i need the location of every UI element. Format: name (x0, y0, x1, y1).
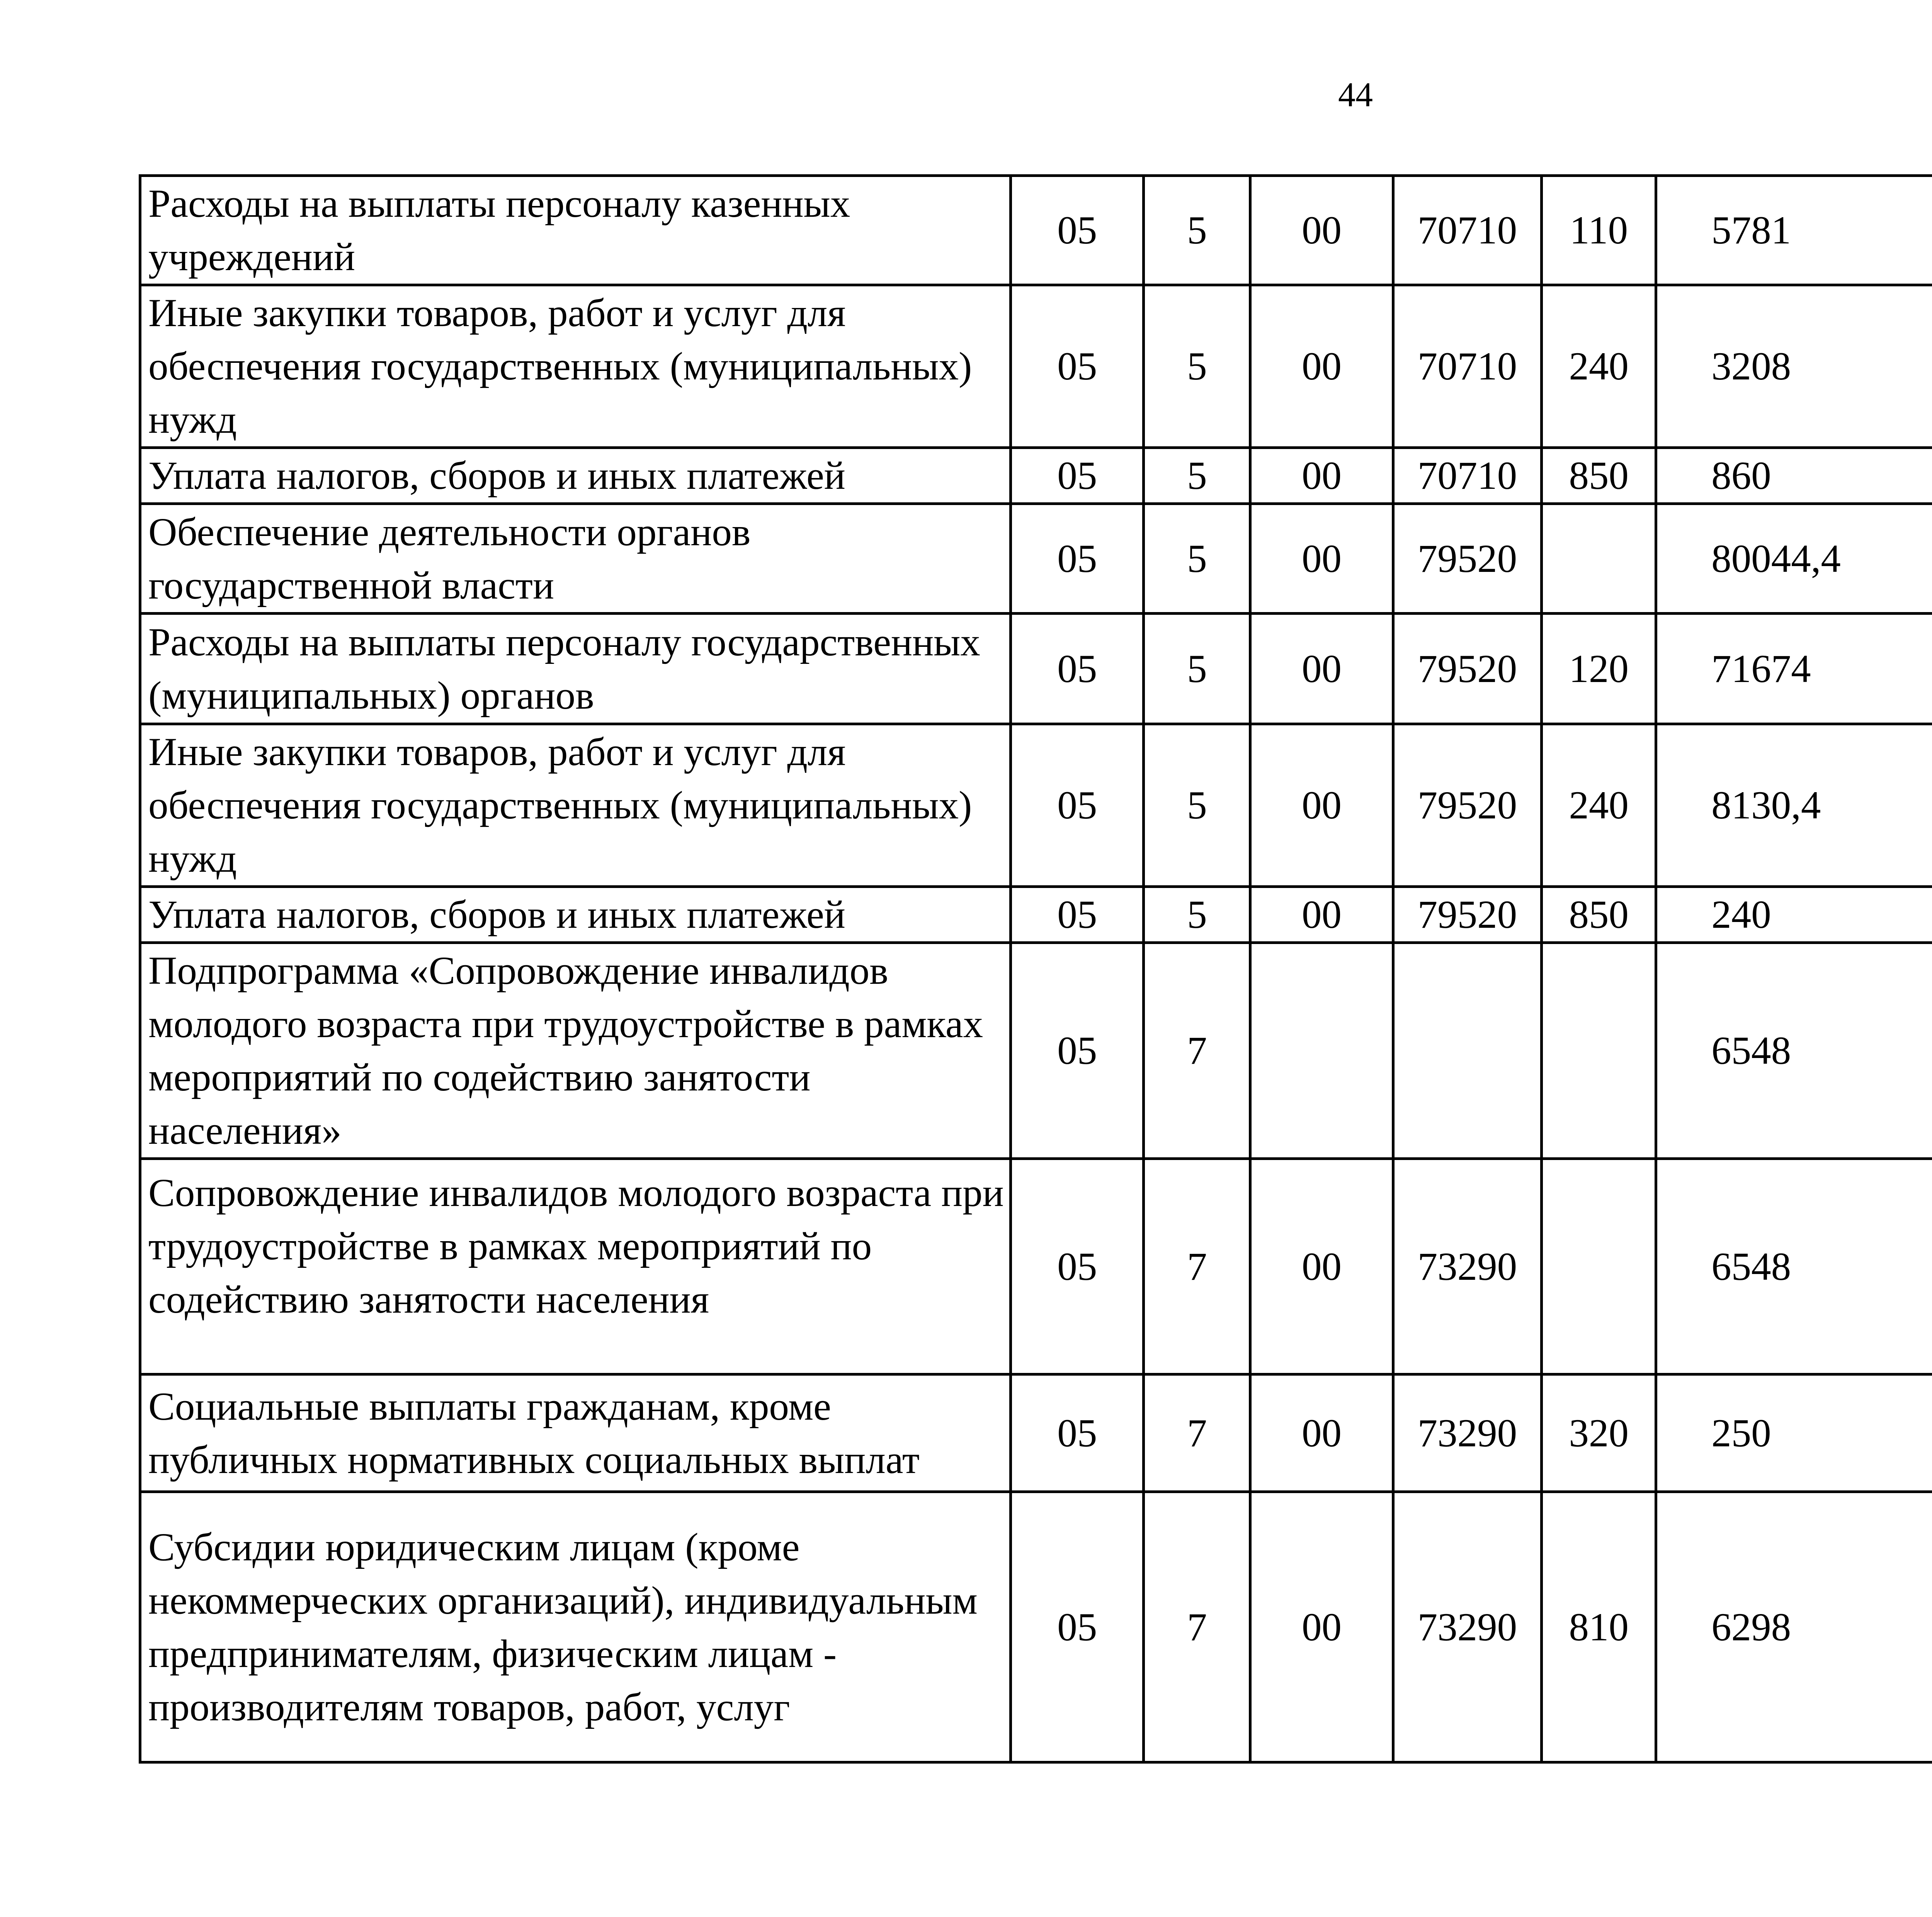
table-row (140, 1492, 1932, 1762)
expense-type-cell: 320 (1542, 1374, 1656, 1492)
table-row (140, 887, 1932, 943)
expense-type-cell: 240 (1542, 724, 1656, 887)
group-cell: 00 (1250, 1492, 1393, 1762)
table-row (140, 448, 1932, 504)
page-number: 44 (1338, 76, 1373, 114)
section-cell: 05 (1011, 176, 1144, 285)
expense-type-cell (1542, 1159, 1656, 1374)
group-cell: 00 (1250, 1159, 1393, 1374)
amount-1-cell: 6548 (1656, 1159, 1932, 1374)
target-code-cell: 79520 (1393, 614, 1541, 724)
subsection-cell: 7 (1144, 1492, 1250, 1762)
amount-1-cell: 6548 (1656, 943, 1932, 1159)
group-cell: 00 (1250, 724, 1393, 887)
target-code-cell: 70710 (1393, 285, 1541, 448)
section-cell: 05 (1011, 504, 1144, 614)
subsection-cell: 7 (1144, 1159, 1250, 1374)
group-cell: 00 (1250, 887, 1393, 943)
target-code-cell: 70710 (1393, 176, 1541, 285)
subsection-cell: 5 (1144, 285, 1250, 448)
table-row (140, 1374, 1932, 1492)
subsection-cell: 5 (1144, 448, 1250, 504)
row-name: Иные закупки товаров, работ и услуг для обеспечения государственных (муниципальных) нужд (148, 291, 972, 442)
section-cell: 05 (1011, 448, 1144, 504)
expense-type-cell: 850 (1542, 887, 1656, 943)
table-row (140, 504, 1932, 614)
expense-type-cell: 110 (1542, 176, 1656, 285)
section-cell: 05 (1011, 887, 1144, 943)
row-name: Подпрограмма «Сопровождение инвалидов молодого возраста при трудоустройстве в рамках мероприятий по содействию занятости населения» (148, 949, 983, 1153)
target-code-cell: 73290 (1393, 1492, 1541, 1762)
group-cell: 00 (1250, 176, 1393, 285)
row-name-cell (140, 285, 1011, 448)
group-cell: 00 (1250, 504, 1393, 614)
subsection-cell: 5 (1144, 724, 1250, 887)
expense-type-cell: 120 (1542, 614, 1656, 724)
row-name: Уплата налогов, сборов и иных платежей (148, 454, 845, 498)
section-cell: 05 (1011, 1492, 1144, 1762)
row-name-cell (140, 724, 1011, 887)
amount-1-cell: 80044,4 (1656, 504, 1932, 614)
row-name-cell (140, 1492, 1011, 1762)
amount-1-cell: 5781 (1656, 176, 1932, 285)
row-name: Субсидии юридическим лицам (кроме некоммерческих организаций), индивидуальным предпринимателям, физическим лицам - производителям товаров, работ, услуг (148, 1525, 978, 1729)
target-code-cell: 79520 (1393, 504, 1541, 614)
target-code-cell (1393, 943, 1541, 1159)
amount-1-cell: 240 (1656, 887, 1932, 943)
row-name-cell (140, 1159, 1011, 1374)
budget-table (139, 174, 1932, 1764)
target-code-cell: 79520 (1393, 724, 1541, 887)
expense-type-cell: 240 (1542, 285, 1656, 448)
subsection-cell: 5 (1144, 176, 1250, 285)
table-row (140, 943, 1932, 1159)
expense-type-cell: 810 (1542, 1492, 1656, 1762)
section-cell: 05 (1011, 1374, 1144, 1492)
row-name: Сопровождение инвалидов молодого возраста при трудоустройстве в рамках мероприятий по содействию занятости населения (148, 1171, 1004, 1322)
table-row (140, 614, 1932, 724)
subsection-cell: 5 (1144, 614, 1250, 724)
amount-1-cell: 250 (1656, 1374, 1932, 1492)
expense-type-cell (1542, 943, 1656, 1159)
target-code-cell: 73290 (1393, 1374, 1541, 1492)
group-cell: 00 (1250, 614, 1393, 724)
row-name-cell (140, 943, 1011, 1159)
row-name-cell (140, 176, 1011, 285)
row-name: Расходы на выплаты персоналу казенных учреждений (148, 182, 850, 279)
row-name-cell (140, 614, 1011, 724)
section-cell: 05 (1011, 724, 1144, 887)
group-cell: 00 (1250, 1374, 1393, 1492)
subsection-cell: 5 (1144, 504, 1250, 614)
amount-1-cell: 6298 (1656, 1492, 1932, 1762)
expense-type-cell (1542, 504, 1656, 614)
amount-1-cell: 71674 (1656, 614, 1932, 724)
amount-1-cell: 3208 (1656, 285, 1932, 448)
expense-type-cell: 850 (1542, 448, 1656, 504)
row-name: Обеспечение деятельности органов государственной власти (148, 510, 751, 607)
subsection-cell: 7 (1144, 1374, 1250, 1492)
target-code-cell: 79520 (1393, 887, 1541, 943)
row-name: Социальные выплаты гражданам, кроме публичных нормативных социальных выплат (148, 1384, 920, 1482)
group-cell: 00 (1250, 285, 1393, 448)
row-name: Уплата налогов, сборов и иных платежей (148, 893, 845, 937)
row-name-cell (140, 448, 1011, 504)
table-row (140, 176, 1932, 285)
row-name: Иные закупки товаров, работ и услуг для обеспечения государственных (муниципальных) нужд (148, 730, 972, 881)
section-cell: 05 (1011, 614, 1144, 724)
row-name-cell (140, 504, 1011, 614)
group-cell (1250, 943, 1393, 1159)
subsection-cell: 7 (1144, 943, 1250, 1159)
row-name-cell (140, 887, 1011, 943)
group-cell: 00 (1250, 448, 1393, 504)
table-row (140, 724, 1932, 887)
target-code-cell: 73290 (1393, 1159, 1541, 1374)
target-code-cell: 70710 (1393, 448, 1541, 504)
row-name-cell (140, 1374, 1011, 1492)
row-name: Расходы на выплаты персоналу государственных (муниципальных) органов (148, 620, 980, 718)
section-cell: 05 (1011, 943, 1144, 1159)
amount-1-cell: 8130,4 (1656, 724, 1932, 887)
amount-1-cell: 860 (1656, 448, 1932, 504)
table-row (140, 1159, 1932, 1374)
section-cell: 05 (1011, 285, 1144, 448)
section-cell: 05 (1011, 1159, 1144, 1374)
subsection-cell: 5 (1144, 887, 1250, 943)
table-row (140, 285, 1932, 448)
